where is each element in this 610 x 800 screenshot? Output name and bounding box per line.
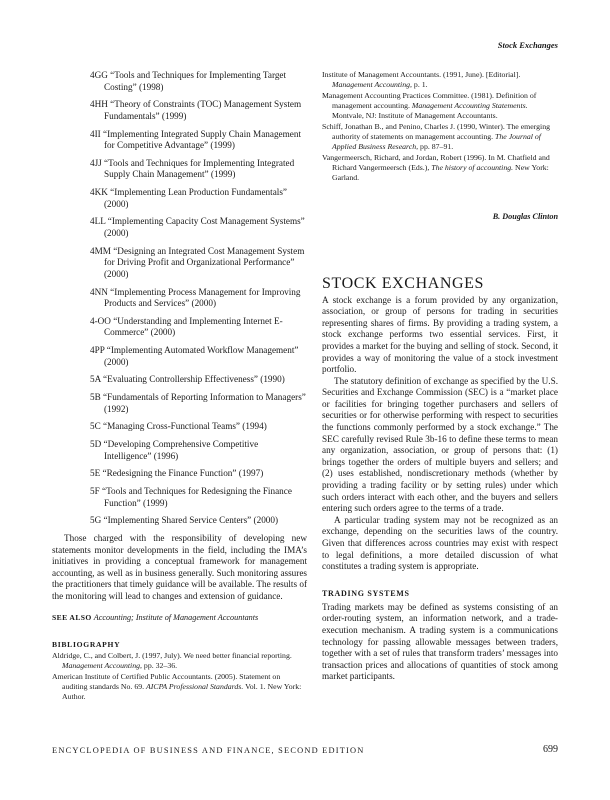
list-item: 5B “Fundamentals of Reporting Information to Managers” (1992) [90, 392, 306, 414]
reference-entry [322, 122, 558, 151]
list-item: 4NN “Implementing Process Management for Improving Products and Services” (2000) [90, 286, 301, 309]
list-item: 4GG “Tools and Techniques for Implementing Target Costing” (1998) [90, 70, 287, 92]
list-item: 4KK “Implementing Lean Production Fundamentals” (2000) [90, 187, 287, 209]
see-also [52, 613, 307, 624]
reference-title: AICPA Professional Standards. [146, 682, 244, 692]
see-also-links[interactable]: Accounting; Institute of Management Accountants [93, 612, 259, 622]
body-paragraph: The statutory definition of exchange as specified by the U.S. Securities and Exchange Commission (SEC) is a “market place or facilities for bringing together purchasers and sellers of securities or for otherwise performing with respect to securities the functions commonly performed by a stock exchange.” The SEC carefully revised Rule 3b-16 to define these terms to mean any organization, association, or group of persons that: (1) brings together the orders of multiple buyers and sellers; and (2) uses established, nondiscretionary methods (whether by providing a trading facility or by setting rules) under which such orders interact with each other, and the buyers and sellers entering such orders agree to the terms of a trade. [322, 375, 558, 514]
reference-title: Management Accounting, [332, 79, 412, 89]
reference-entry [322, 91, 558, 120]
page-number: 699 [543, 744, 558, 755]
right-column [322, 70, 558, 683]
reference-title: The history of accounting. [431, 162, 514, 172]
reference-text: p. 1. [411, 79, 428, 89]
body-paragraph: A stock exchange is a forum provided by any organization, association, or group of persons for trading in securities representing shares of firms. By providing a trading system, a stock exchange performs two essential services. First, it provides a market for the buying and selling of stock. Second, it provides a way of monitoring the value of a stock investment portfolio. [322, 294, 558, 375]
reference-entry [322, 70, 558, 90]
reference-text: Institute of Management Accountants. (1991, June). [Editorial]. [322, 70, 521, 79]
reference-title: The Journal of Applied Business Research, [332, 131, 541, 151]
list-item: 4JJ “Tools and Techniques for Implementing Integrated Supply Chain Management” (1999) [90, 157, 295, 180]
reference-text: Schiff, Jonathan B., and Penino, Charles J. (1990, Winter). The emerging authority of statements on management accounting. [322, 122, 550, 141]
reference-text: Vol. 1. New York: Author. [62, 682, 302, 701]
reference-text: New York: Garland. [332, 162, 549, 182]
reference-text: Vangermeersch, Richard, and Jordan, Robert (1996). In M. Chatfield and Richard Vangermeersch (Eds.), [322, 153, 550, 172]
reference-text: Montvale, NJ: Institute of Management Accountants. [332, 110, 498, 120]
reference-entry [52, 672, 307, 701]
reference-text: American Institute of Certified Public Accountants. (2005). Statement on auditing standards No. 69. [52, 672, 281, 692]
reference-title: Management Accounting Statements. [411, 100, 528, 110]
series-list [52, 70, 307, 527]
reference-text: pp. 87–91. [418, 141, 454, 151]
see-also-label: SEE ALSO [52, 612, 92, 622]
list-item: 4PP “Implementing Automated Workflow Management” (2000) [90, 345, 299, 367]
list-item: 5G “Implementing Shared Service Centers” (2000) [90, 515, 279, 526]
reference-text: Aldridge, C., and Colbert, J. (1997, July). We need better financial reporting. [52, 651, 292, 661]
section-heading: TRADING SYSTEMS [322, 588, 410, 598]
list-item: 4LL “Implementing Capacity Cost Management Systems” (2000) [90, 216, 305, 238]
left-column [52, 70, 307, 703]
running-head: Stock Exchanges [497, 40, 558, 50]
entry-title: STOCK EXCHANGES [322, 274, 485, 292]
list-item: 5F “Tools and Techniques for Redesigning the Finance Function” (1999) [90, 486, 292, 508]
closing-paragraph: Those charged with the responsibility of developing new statements monitor developments in the field, including the IMA’s initiatives in providing a conceptual framework for management accounting, as well as in business generally. Such monitoring assures the practitioners that timely guidance will be available. The results of the monitoring will lead to changes and extension of guidance. [52, 533, 307, 601]
list-item: 4HH “Theory of Constraints (TOC) Management System Fundamentals” (1999) [90, 99, 302, 121]
reference-entry [322, 153, 558, 182]
list-item: 5C “Managing Cross-Functional Teams” (1994) [90, 421, 267, 432]
reference-entry [52, 651, 307, 671]
reference-text: Management Accounting Practices Committee. (1981). Definition of management accounting. [322, 91, 537, 110]
footer-title: ENCYCLOPEDIA OF BUSINESS AND FINANCE, SECOND EDITION [52, 746, 365, 755]
list-item: 5E “Redesigning the Finance Function” (1997) [90, 468, 264, 479]
body-paragraph: A particular trading system may not be recognized as an exchange, depending on the securities laws of the country. Given that differences across countries may exist with respect to legal definitions, a more detailed discussion of what constitutes a trading system is appropriate. [322, 514, 558, 572]
reference-title: Management Accounting, [62, 660, 142, 670]
list-item: 5D “Developing Comprehensive Competitive Intelligence” (1996) [90, 439, 259, 461]
list-item: 5A “Evaluating Controllership Effectiveness” (1990) [90, 374, 285, 385]
author-signature: B. Douglas Clinton [492, 211, 558, 221]
reference-text: pp. 32–36. [141, 660, 178, 670]
bibliography-heading: BIBLIOGRAPHY [52, 640, 121, 650]
list-item: 4MM “Designing an Integrated Cost Management System for Driving Profit and Organizational Performance” (2000) [90, 245, 305, 279]
list-item: 4II “Implementing Integrated Supply Chain Management for Competitive Advantage” (1999) [90, 128, 301, 151]
list-item: 4-OO “Understanding and Implementing Internet E-Commerce” (2000) [90, 315, 283, 338]
body-paragraph: Trading markets may be defined as systems consisting of an order-routing system, an information network, and a trade-execution mechanism. A trading system is a communications technology for passing allowable messages between traders, together with a set of rules that transform traders’ messages into transaction prices and allocations of quantities of stock among market participants. [322, 601, 558, 682]
